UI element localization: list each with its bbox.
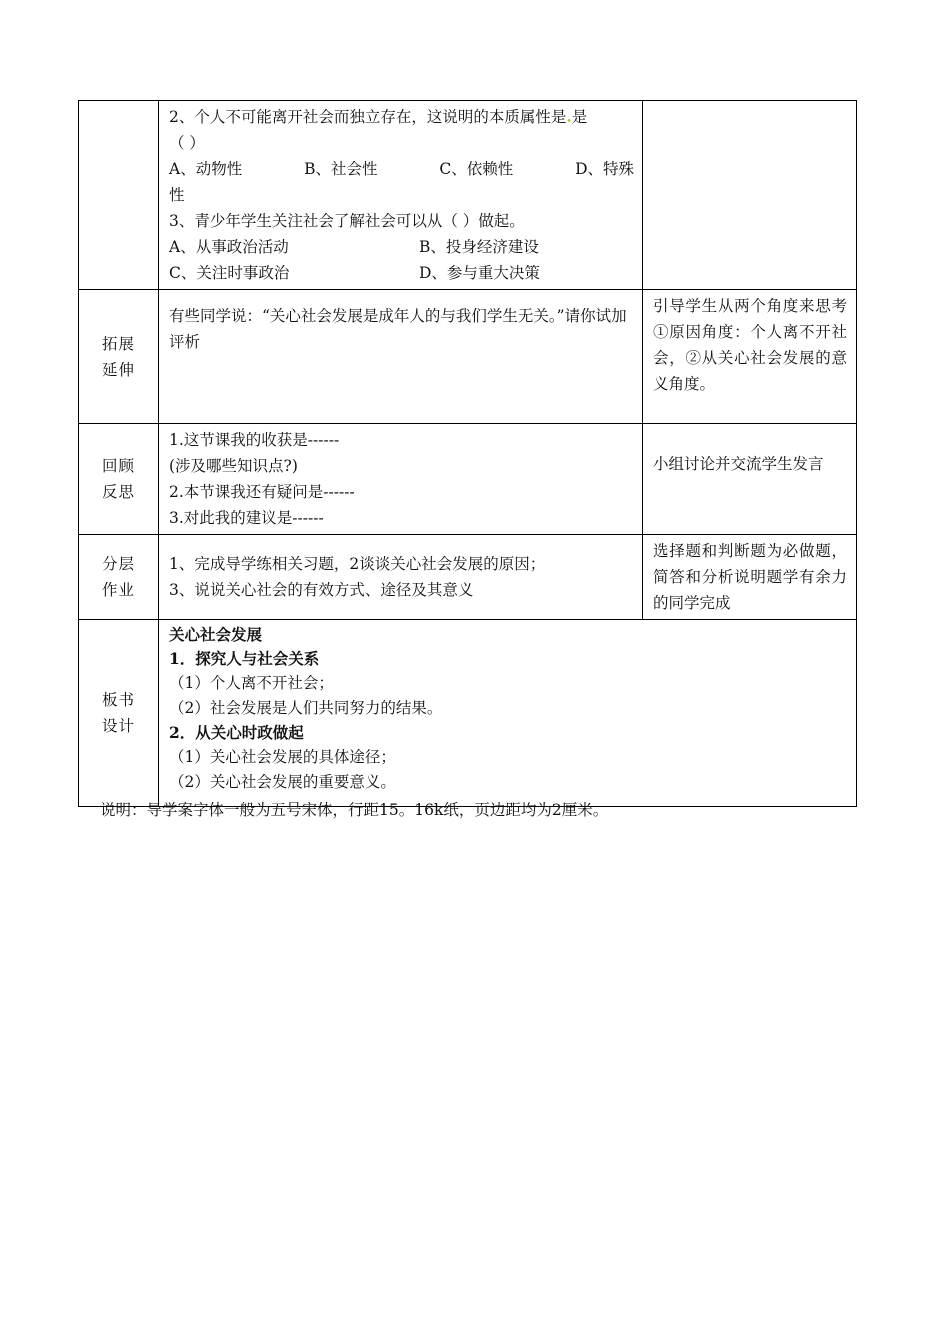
review-content (159, 424, 643, 535)
extension-guidance: 引导学生从两个角度来思考 ①原因角度：个人离不开社会，②从关心社会发展的意义角度。 (653, 297, 847, 393)
review-item: 2.本节课我还有疑问是------ (169, 483, 355, 501)
practice-label (79, 101, 159, 290)
review-item: 3.对此我的建议是------ (169, 509, 324, 527)
question-2-blank: （ ） (169, 134, 205, 152)
extension-row (79, 290, 857, 424)
extension-question: 有些同学说：“关心社会发展是成年人的与我们学生无关。”请你试加评析 (169, 307, 627, 351)
option-c: C、关注时事政治 (169, 264, 290, 282)
board-content (159, 620, 857, 807)
option-b: B、社会性 (304, 160, 378, 178)
review-item: 1.这节课我的收获是------ (169, 431, 340, 449)
homework-row (79, 535, 857, 620)
homework-item: 1、完成导学练相关习题，2谈谈关心社会发展的原因； (169, 555, 546, 573)
question-2: 2、个人不可能离开社会而独立存在，这说明的本质属性是.是 (169, 107, 588, 126)
board-item: （1）个人离不开社会； (169, 674, 334, 692)
option-c: C、依赖性 (439, 160, 514, 178)
option-a: A、从事政治活动 (169, 238, 289, 256)
option-a: A、动物性 (169, 160, 243, 178)
question-2-options (169, 156, 634, 182)
review-row (79, 424, 857, 535)
practice-note (643, 101, 857, 290)
extension-note (643, 290, 857, 424)
board-label: 板书 设计 (79, 620, 159, 807)
question-2-tail: 性 (169, 186, 185, 204)
option-b: B、投身经济建设 (419, 238, 539, 256)
homework-label: 分层 作业 (79, 535, 159, 620)
homework-note (643, 535, 857, 620)
option-d: D、特殊 (575, 160, 634, 178)
board-title: 关心社会发展 (169, 625, 263, 644)
board-item: （1）关心社会发展的具体途径； (169, 748, 396, 766)
lesson-plan-table (78, 100, 857, 807)
board-heading-1: 1．探究人与社会关系 (169, 649, 320, 668)
extension-content (159, 290, 643, 424)
board-row (79, 620, 857, 807)
review-item: (涉及哪些知识点?) (169, 457, 298, 475)
homework-content (159, 535, 643, 620)
review-note (643, 424, 857, 535)
practice-content (159, 101, 643, 290)
extension-label: 拓展 延伸 (79, 290, 159, 424)
question-3-options-row1 (169, 234, 634, 260)
board-heading-2: 2．从关心时政做起 (169, 723, 304, 742)
question-3-options-row2 (169, 260, 634, 286)
board-item: （2）社会发展是人们共同努力的结果。 (169, 699, 443, 717)
review-label: 回顾 反思 (79, 424, 159, 535)
question-3: 3、青少年学生关注社会了解社会可以从（ ）做起。 (169, 212, 525, 230)
option-d: D、参与重大决策 (419, 264, 540, 282)
board-item: （2）关心社会发展的重要意义。 (169, 773, 396, 791)
footer-note: 说明：导学案字体一般为五号宋体，行距15。16k纸，页边距均为2厘米。 (100, 801, 609, 819)
homework-item: 3、说说关心社会的有效方式、途径及其意义 (169, 581, 474, 599)
review-note-text: 小组讨论并交流学生发言 (653, 455, 824, 473)
homework-note-text: 选择题和判断题为必做题，简答和分析说明题学有余力的同学完成 (653, 542, 847, 612)
practice-row (79, 101, 857, 290)
